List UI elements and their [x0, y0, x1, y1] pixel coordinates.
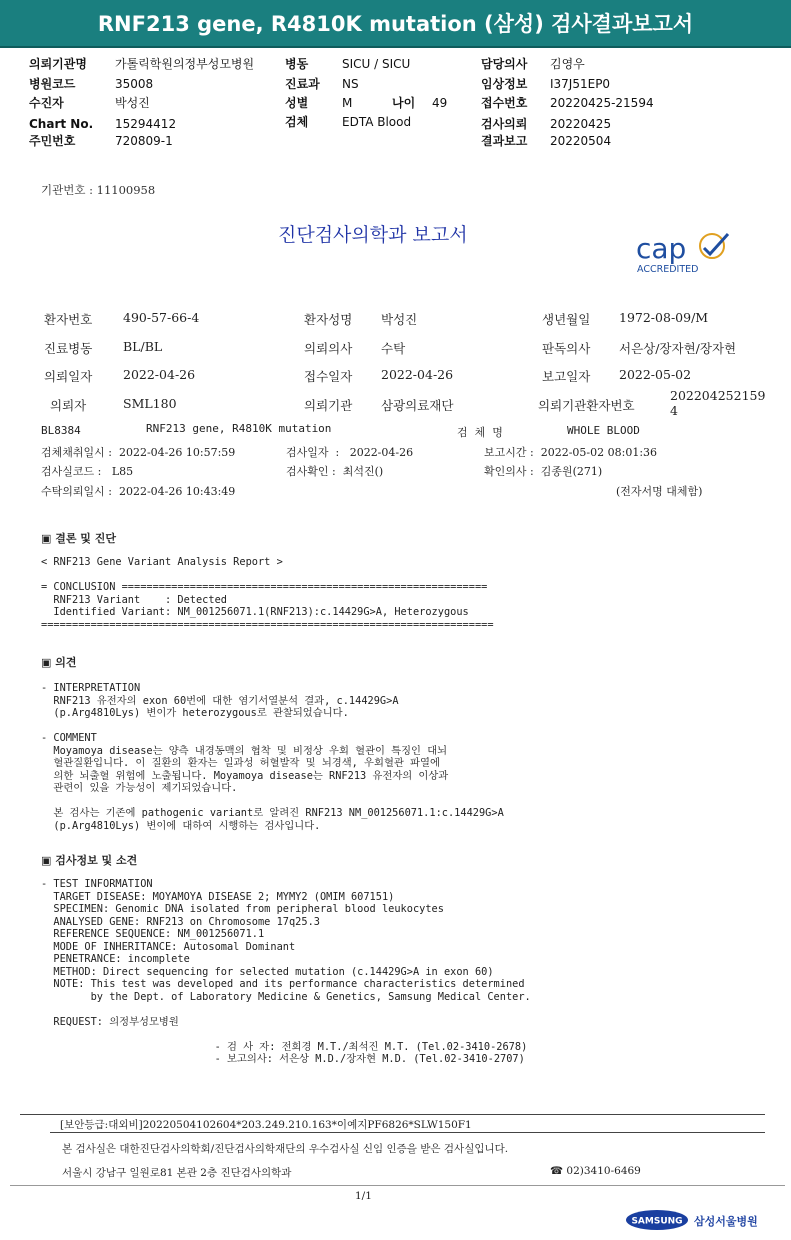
esign-note: (전자서명 대체함): [616, 485, 703, 498]
field-value: 2022-04-26: [123, 367, 196, 382]
header-value: 김영우: [550, 57, 585, 71]
text-line: - INTERPRETATION: [41, 682, 141, 694]
header-value: NS: [342, 77, 359, 91]
footer-divider: [20, 1114, 765, 1115]
confirm-doctor: 확인의사 : 김종원(271): [484, 465, 603, 478]
test-information-text: [41, 878, 531, 1066]
header-label: 접수번호: [481, 96, 528, 110]
field-label: 의뢰의사: [304, 341, 353, 356]
header-value: 35008: [115, 77, 154, 91]
text-line: 본 검사는 기존에 pathogenic variant로 알려진 RNF213 NM_001256071.1:c.14429G>A: [41, 807, 504, 819]
section-test-information: ▣ 검사정보 및 소견: [41, 854, 138, 867]
text-line: REQUEST: 의정부성모병원: [41, 1015, 179, 1028]
text-line: 관련이 있을 가능성이 제기되었습니다.: [41, 782, 238, 794]
field-label: 의뢰기관환자번호: [538, 398, 635, 413]
field-label: 보고일자: [542, 369, 591, 384]
text-line: - COMMENT: [41, 732, 97, 744]
text-line: METHOD: Direct sequencing for selected mutation (c.14429G>A in exon 60): [41, 965, 494, 978]
text-line: [41, 795, 504, 808]
field-label: 생년월일: [542, 312, 591, 327]
field-label: 환자번호: [44, 312, 93, 327]
header-label: 주민번호: [29, 134, 76, 148]
header-label: 담당의사: [481, 57, 528, 71]
section-conclusion: ▣ 결론 및 진단: [41, 532, 117, 545]
samsung-hospital-logo: [626, 1208, 766, 1232]
text-line: SPECIMEN: Genomic DNA isolated from peripheral blood leukocytes: [41, 903, 444, 915]
header-value: SICU / SICU: [342, 57, 411, 71]
certification-text: 본 검사실은 대한진단검사의학회/진단검사의학재단의 우수검사실 신임 인증을 받은 검사실입니다.: [62, 1143, 509, 1155]
text-line: NOTE: This test was developed and its performance characteristics determined: [41, 978, 525, 990]
phone-text: ☎ 02)3410-6469: [550, 1165, 641, 1177]
header-label: 병동: [285, 57, 309, 71]
request-datetime: 수탁의뢰일시 : 2022-04-26 10:43:49: [41, 485, 236, 498]
hospital-name: 삼성서울병원: [694, 1215, 758, 1228]
field-label: 접수일자: [304, 369, 353, 384]
header-value: 가톨릭학원의정부성모병원: [115, 57, 255, 71]
exam-date: 검사일자 : 2022-04-26: [286, 446, 414, 459]
text-line: by the Dept. of Laboratory Medicine & Genetics, Samsung Medical Center.: [41, 990, 531, 1003]
header-value: 20220425: [550, 117, 612, 131]
field-value: 수탁: [381, 341, 406, 356]
field-value: SML180: [123, 396, 177, 411]
field-value: 1972-08-09/M: [619, 310, 709, 325]
text-line: REFERENCE SEQUENCE: NM_001256071.1: [41, 928, 265, 940]
test-name: RNF213 gene, R4810K mutation: [146, 422, 332, 435]
header-label: 진료과: [285, 77, 320, 91]
lab-room-code: 검사실코드 : L85: [41, 465, 134, 478]
footer-divider: [50, 1132, 765, 1133]
header-label: 검체: [285, 115, 309, 129]
age-label: 나이: [392, 96, 416, 110]
header-value: M: [342, 96, 353, 110]
age-value: 49: [432, 96, 448, 110]
header-label: 의뢰기관명: [29, 57, 87, 71]
field-value: 서은상/장자현/장자현: [619, 341, 737, 356]
field-value: 2022-04-26: [381, 367, 454, 382]
footer-divider: [10, 1185, 785, 1186]
text-line: 의한 뇌출혈 위험에 노출됩니다. Moyamoya disease는 RNF213 유전자의 이상과: [41, 769, 449, 782]
security-line: [보안등급:대외비]20220504102604*203.249.210.163*이예지PF6826*SLW150F1: [60, 1119, 472, 1131]
text-line: [41, 569, 494, 582]
header-label: 검사의뢰: [481, 117, 528, 131]
field-value: 4: [670, 403, 678, 418]
field-value: 박성진: [381, 312, 418, 327]
conclusion-text: [41, 556, 494, 631]
test-code: BL8384: [41, 424, 81, 437]
field-label: 의뢰기관: [304, 398, 353, 413]
text-line: RNF213 유전자의 exon 60번에 대한 염기서열분석 결과, c.14429G>A: [41, 694, 399, 707]
text-line: (p.Arg4810Lys) 변이에 대하여 시행하는 검사입니다.: [41, 819, 321, 832]
text-line: ANALYSED GENE: RNF213 on Chromosome 17q25.3: [41, 915, 320, 928]
field-label: 진료병동: [44, 341, 93, 356]
specimen-value: WHOLE BLOOD: [567, 424, 640, 437]
text-line: =========================================================================: [41, 618, 494, 631]
header-value: EDTA Blood: [342, 115, 412, 129]
header-value: 20220425-21594: [550, 96, 654, 110]
text-line: TARGET DISEASE: MOYAMOYA DISEASE 2; MYMY2 (OMIM 607151): [41, 890, 395, 903]
header-label: 임상정보: [481, 77, 528, 91]
text-line: (p.Arg4810Lys) 변이가 heterozygous로 관찰되었습니다.: [41, 707, 349, 719]
section-opinion: ▣ 의견: [41, 656, 77, 669]
field-value: 202204252159: [670, 388, 766, 403]
text-line: 혈관질환입니다. 이 질환의 환자는 일과성 허혈발작 및 뇌경색, 우회혈관 파열에: [41, 757, 440, 769]
field-value: 삼광의료재단: [381, 398, 454, 413]
cap-accredited-text: ACCREDITED: [637, 264, 699, 275]
header-value: 20220504: [550, 134, 612, 148]
text-line: [41, 720, 504, 733]
samsung-wordmark: SAMSUNG: [631, 1216, 683, 1227]
report-document: [10, 160, 785, 1210]
header-value: 15294412: [115, 117, 177, 131]
opinion-text: [41, 682, 504, 832]
header-value: 720809-1: [115, 134, 173, 148]
text-line: [41, 1003, 531, 1016]
header-value: I37J51EP0: [550, 77, 611, 91]
header-value: 박성진: [115, 96, 150, 110]
text-line: - TEST INFORMATION: [41, 878, 153, 890]
field-label: 의뢰자: [50, 398, 87, 413]
text-line: = CONCLUSION ===========================================================: [41, 581, 488, 593]
header-label: 결과보고: [481, 134, 528, 148]
field-label: 의뢰일자: [44, 369, 93, 384]
field-label: 환자성명: [304, 312, 353, 327]
text-line: MODE OF INHERITANCE: Autosomal Dominant: [41, 940, 296, 953]
cap-accredited-logo: [632, 228, 752, 278]
institution-number: 기관번호 : 11100958: [41, 183, 156, 197]
text-line: [41, 1028, 531, 1041]
text-line: PENETRANCE: incomplete: [41, 953, 190, 965]
field-value: 2022-05-02: [619, 367, 692, 382]
field-value: BL/BL: [123, 339, 163, 354]
text-line: - 검 사 자: 전희경 M.T./최석진 M.T. (Tel.02-3410-2678): [41, 1040, 528, 1053]
address-text: 서울시 강남구 일원로81 본관 2층 진단검사의학과: [62, 1167, 292, 1179]
report-heading: 진단검사의학과 보고서: [278, 224, 468, 246]
exam-confirm: 검사확인 : 최석진(): [286, 465, 384, 478]
header-label: 수진자: [29, 96, 64, 110]
cap-logo-text: cap: [636, 232, 687, 265]
field-label: 판독의사: [542, 341, 591, 356]
collect-datetime: 검체채취일시 : 2022-04-26 10:57:59: [41, 446, 236, 459]
text-line: < RNF213 Gene Variant Analysis Report >: [41, 556, 283, 568]
text-line: Moyamoya disease는 양측 내경동맥의 협착 및 비정상 우회 혈관이 특징인 대뇌: [41, 744, 448, 757]
text-line: Identified Variant: NM_001256071.1(RNF213):c.14429G>A, Heterozygous: [41, 606, 469, 618]
header-label: 성별: [285, 96, 309, 110]
page-number: 1/1: [355, 1190, 372, 1202]
report-time: 보고시간 : 2022-05-02 08:01:36: [484, 446, 658, 459]
text-line: RNF213 Variant : Detected: [41, 593, 227, 606]
header-label: 병원코드: [29, 77, 76, 91]
header-label: Chart No.: [29, 117, 94, 131]
report-title: RNF213 gene, R4810K mutation (삼성) 검사결과보고서: [0, 0, 791, 48]
specimen-label: 검 체 명: [457, 426, 503, 439]
field-value: 490-57-66-4: [123, 310, 200, 325]
text-line: - 보고의사: 서은상 M.D./장자현 M.D. (Tel.02-3410-2707): [41, 1053, 525, 1065]
